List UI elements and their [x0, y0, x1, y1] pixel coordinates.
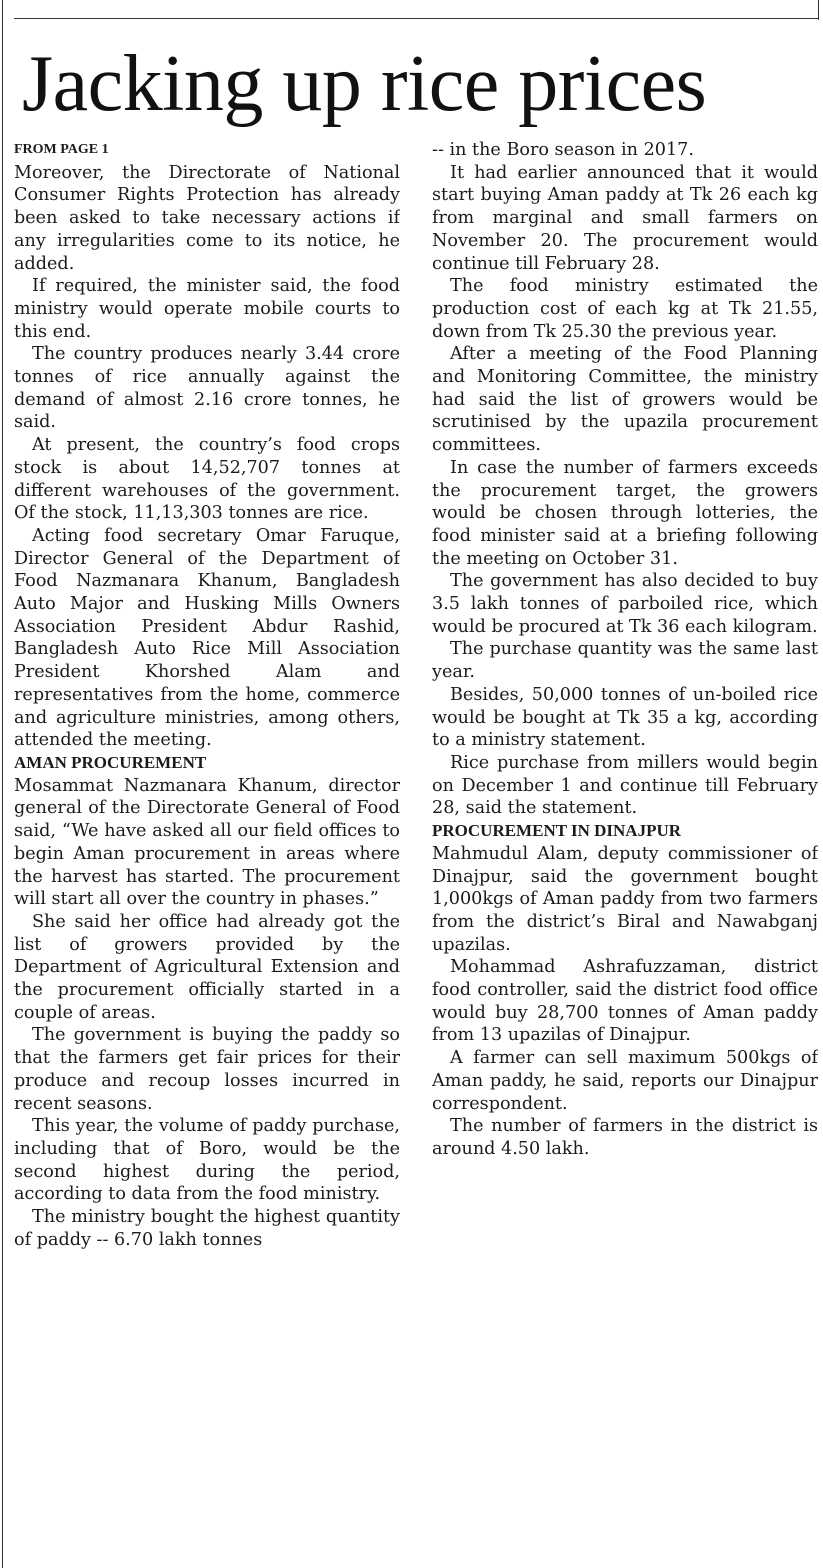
- paragraph: The number of farmers in the district is around 4.50 lakh.: [432, 1116, 818, 1159]
- paragraph: The food ministry estimated the production cost of each kg at Tk 21.55, down from Tk 25.30 the previous year.: [432, 276, 818, 342]
- page-frame-left-rule: [2, 0, 3, 1568]
- paragraph: If required, the minister said, the food ministry would operate mobile courts to this end.: [14, 276, 400, 342]
- paragraph: Mohammad Ashrafuzzaman, district food controller, said the district food office would buy 28,700 tonnes of Aman paddy from 13 upazilas of Dinajpur.: [432, 957, 818, 1046]
- paragraph: The country produces nearly 3.44 crore tonnes of rice annually against the demand of almost 2.16 crore tonnes, he said.: [14, 344, 400, 433]
- paragraph: Mahmudul Alam, deputy commissioner of Dinajpur, said the government bought 1,000kgs of Aman paddy from two farmers from the district’s Biral and Nawabganj upazilas.: [432, 843, 818, 955]
- paragraph: Rice purchase from millers would begin on December 1 and continue till February 28, said the statement.: [432, 752, 818, 819]
- paragraph: The government is buying the paddy so that the farmers get fair prices for their produce and recoup losses incurred in recent seasons.: [14, 1025, 400, 1114]
- article-column-right: [432, 139, 818, 1564]
- paragraph: The ministry bought the highest quantity of paddy -- 6.70 lakh tonnes: [14, 1207, 400, 1250]
- paragraph: Besides, 50,000 tonnes of un-boiled rice would be bought at Tk 35 a kg, according to a ministry statement.: [432, 684, 818, 751]
- paragraph: Mosammat Nazmanara Khanum, director general of the Directorate General of Food said, “We have asked all our field offices to begin Aman procurement in areas where the harvest has started. The procurement will start all over the country in phases.”: [14, 775, 400, 910]
- paragraph: A farmer can sell maximum 500kgs of Aman paddy, he said, reports our Dinajpur correspondent.: [432, 1048, 818, 1114]
- paragraph: She said her office had already got the list of growers provided by the Department of Agricultural Extension and the procurement officially started in a couple of areas.: [14, 911, 400, 1023]
- paragraph: -- in the Boro season in 2017.: [432, 140, 694, 160]
- article-column-left: [14, 139, 400, 1564]
- paragraph: After a meeting of the Food Planning and Monitoring Committee, the ministry had said the list of growers would be scrutinised by the upazila procurement committees.: [432, 344, 818, 456]
- paragraph: The government has also decided to buy 3.5 lakh tonnes of parboiled rice, which would be procured at Tk 36 each kilogram.: [432, 571, 818, 637]
- paragraph: It had earlier announced that it would start buying Aman paddy at Tk 26 each kg from marginal and small farmers on November 20. The procurement would continue till February 28.: [432, 162, 818, 274]
- paragraph: The purchase quantity was the same last year.: [432, 639, 818, 683]
- paragraph: Acting food secretary Omar Faruque, Director General of the Department of Food Nazmanara Khanum, Bangladesh Auto Major and Husking Mills Owners Association President Abdur Rashid, Bangladesh Auto Rice Mill Association President Khorshed Alam and representatives from the home, commerce and agriculture ministries, among others, attended the meeting.: [14, 525, 400, 751]
- subhead-aman-procurement: AMAN PROCUREMENT: [14, 752, 207, 772]
- paragraph: Moreover, the Directorate of National Consumer Rights Protection has already been asked to take necessary actions if any irregularities come to its notice, he added.: [14, 162, 400, 274]
- headline: Jacking up rice prices: [22, 40, 707, 128]
- page-frame-right-rule: [818, 0, 819, 20]
- paragraph: In case the number of farmers exceeds the procurement target, the growers would be chosen through lotteries, the food minister said at a briefing following the meeting on October 31.: [432, 457, 818, 569]
- subhead-procurement-in-dinajpur: PROCUREMENT IN DINAJPUR: [432, 821, 682, 841]
- paragraph: At present, the country’s food crops stock is about 14,52,707 tonnes at different warehouses of the government. Of the stock, 11,13,303 tonnes are rice.: [14, 435, 400, 524]
- paragraph: This year, the volume of paddy purchase, including that of Boro, would be the second highest during the period, according to data from the food ministry.: [14, 1116, 400, 1205]
- kicker-from-page: FROM PAGE 1: [14, 142, 109, 157]
- page-frame-top-rule: [14, 18, 818, 19]
